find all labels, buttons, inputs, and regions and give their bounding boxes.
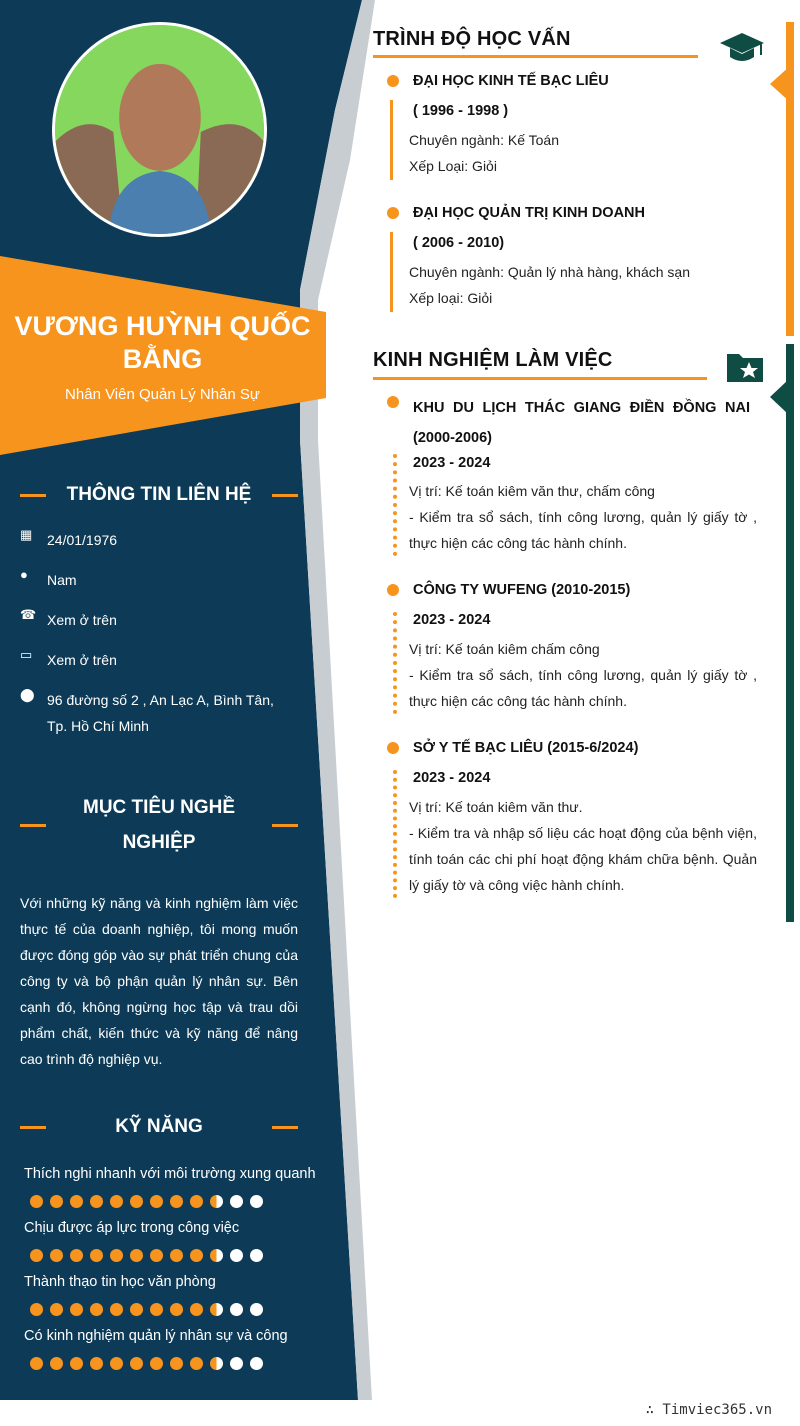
- rating-dot-full: [130, 1357, 143, 1370]
- arrow-marker-icon: [770, 380, 788, 414]
- education-bullet: [387, 75, 399, 87]
- rating-dot-half: [210, 1195, 223, 1208]
- skill-label: Thích nghi nhanh với môi trường xung quanh: [24, 1166, 316, 1182]
- email-icon: ▭: [20, 647, 33, 662]
- rating-dot-empty: [250, 1303, 263, 1316]
- phone-icon: ☎: [20, 607, 37, 622]
- experience-period: 2023 - 2024: [413, 455, 491, 471]
- objective-heading: MỤC TIÊU NGHỀ NGHIỆP: [20, 790, 298, 860]
- footer-brand[interactable]: ∴ Timviec365.vn: [645, 1402, 772, 1418]
- education-timeline: [390, 232, 393, 312]
- briefcase-star-icon: [725, 350, 765, 384]
- experience-description: - Kiểm tra và nhập số liệu các hoạt động của bệnh viện, tính toán các chi phí hoạt động khám chữa bệnh. Quản lý giấy tờ và công việc hành chính.: [409, 825, 757, 893]
- rating-dot-full: [130, 1195, 143, 1208]
- experience-underline: [373, 377, 707, 380]
- rating-dot-full: [170, 1303, 183, 1316]
- skill-label: Chịu được áp lực trong công việc: [24, 1220, 240, 1236]
- rating-dot-full: [30, 1303, 43, 1316]
- rating-dot-full: [50, 1195, 63, 1208]
- rating-dot-full: [190, 1195, 203, 1208]
- experience-position: Vị trí: Kế toán kiêm văn thư.: [409, 799, 583, 815]
- rating-dot-full: [130, 1249, 143, 1262]
- skill-label: Có kinh nghiệm quản lý nhân sự và công: [24, 1328, 288, 1344]
- experience-bullet: [387, 584, 399, 596]
- experience-position: Vị trí: Kế toán kiêm chấm công: [409, 641, 600, 657]
- education-major: Chuyên ngành: Kế Toán: [409, 132, 559, 148]
- education-grade: Xếp Loại: Giỏi: [409, 158, 497, 174]
- rating-dot-full: [110, 1303, 123, 1316]
- rating-dot-full: [90, 1249, 103, 1262]
- rating-dot-full: [150, 1303, 163, 1316]
- arrow-marker-icon: [770, 66, 790, 102]
- education-school: ĐẠI HỌC KINH TẾ BẠC LIÊU: [413, 73, 609, 89]
- skill-rating: [30, 1249, 263, 1262]
- rating-dot-full: [50, 1303, 63, 1316]
- rating-dot-full: [90, 1357, 103, 1370]
- rating-dot-full: [50, 1249, 63, 1262]
- education-years: ( 1996 - 1998 ): [413, 103, 509, 119]
- experience-position: Vị trí: Kế toán kiêm văn thư, chấm công: [409, 483, 655, 499]
- experience-description: - Kiểm tra sổ sách, tính công lương, quản lý giấy tờ , thực hiện các công tác hành chính.: [409, 667, 757, 709]
- education-major: Chuyên ngành: Quản lý nhà hàng, khách sạn: [409, 264, 690, 280]
- rating-dot-empty: [250, 1249, 263, 1262]
- rating-dot-empty: [250, 1195, 263, 1208]
- objective-text: Với những kỹ năng và kinh nghiệm làm việc thực tế của doanh nghiệp, tôi mong muốn được đóng góp vào sự phát triển chung của công ty và bộ phận quản lý nhân sự. Bên cạnh đó, không ngừng học tập và trau dồi phẩm chất, kiến thức và kỹ năng để nâng cao trình độ nghiệp vụ.: [20, 895, 298, 1067]
- contact-heading: THÔNG TIN LIÊN HỆ: [20, 484, 298, 506]
- experience-description: - Kiểm tra sổ sách, tính công lương, quản lý giấy tờ , thực hiện các công tác hành chính.: [409, 509, 757, 551]
- rating-dot-empty: [230, 1357, 243, 1370]
- contact-gender: ● Nam: [20, 567, 305, 593]
- rating-dot-full: [30, 1357, 43, 1370]
- rating-dot-full: [110, 1195, 123, 1208]
- avatar: [55, 25, 264, 234]
- rating-dot-full: [110, 1249, 123, 1262]
- rating-dot-full: [190, 1249, 203, 1262]
- experience-timeline: [393, 770, 397, 898]
- rating-dot-half: [210, 1357, 223, 1370]
- rating-dot-full: [190, 1303, 203, 1316]
- rating-dot-full: [70, 1303, 83, 1316]
- skills-heading: KỸ NĂNG: [20, 1116, 298, 1138]
- rating-dot-full: [170, 1357, 183, 1370]
- rating-dot-full: [30, 1195, 43, 1208]
- contact-email: ▭ Xem ở trên: [20, 647, 305, 673]
- experience-period: 2023 - 2024: [413, 770, 491, 786]
- experience-period: 2023 - 2024: [413, 612, 491, 628]
- rating-dot-full: [90, 1303, 103, 1316]
- calendar-icon: ▦: [20, 527, 33, 542]
- education-grade: Xếp loại: Giỏi: [409, 290, 493, 306]
- candidate-name: VƯƠNG HUỲNH QUỐC BẰNG: [14, 311, 311, 374]
- skill-label: Thành thạo tin học văn phòng: [24, 1274, 216, 1290]
- rating-dot-full: [130, 1303, 143, 1316]
- rating-dot-full: [70, 1195, 83, 1208]
- experience-company: CÔNG TY WUFENG (2010-2015): [413, 582, 631, 598]
- education-timeline: [390, 100, 393, 180]
- rating-dot-full: [150, 1357, 163, 1370]
- location-icon: ⬤: [20, 687, 35, 702]
- skill-rating: [30, 1357, 263, 1370]
- experience-bullet: [387, 396, 399, 408]
- rating-dot-full: [190, 1357, 203, 1370]
- rating-dot-full: [150, 1195, 163, 1208]
- rating-dot-half: [210, 1249, 223, 1262]
- contact-phone: ☎ Xem ở trên: [20, 607, 305, 633]
- experience-company: KHU DU LỊCH THÁC GIANG ĐIỀN ĐỒNG NAI (2000-2006): [413, 400, 750, 446]
- rating-dot-full: [50, 1357, 63, 1370]
- rating-dot-empty: [230, 1195, 243, 1208]
- rating-dot-full: [170, 1249, 183, 1262]
- rating-dot-full: [70, 1357, 83, 1370]
- education-years: ( 2006 - 2010): [413, 235, 505, 251]
- rating-dot-full: [30, 1249, 43, 1262]
- experience-timeline: [393, 454, 397, 556]
- education-bullet: [387, 207, 399, 219]
- profile-photo: [52, 22, 267, 237]
- contact-address: ⬤ 96 đường số 2 , An Lạc A, Bình Tân, Tp. Hồ Chí Minh: [20, 687, 305, 739]
- experience-bullet: [387, 742, 399, 754]
- rating-dot-full: [70, 1249, 83, 1262]
- graduation-cap-icon: [720, 33, 764, 63]
- rating-dot-full: [110, 1357, 123, 1370]
- education-heading: TRÌNH ĐỘ HỌC VẤN: [373, 28, 571, 50]
- rating-dot-empty: [250, 1357, 263, 1370]
- skill-rating: [30, 1195, 263, 1208]
- education-underline: [373, 55, 698, 58]
- experience-heading: KINH NGHIỆM LÀM VIỆC: [373, 349, 613, 371]
- rating-dot-empty: [230, 1303, 243, 1316]
- rating-dot-full: [90, 1195, 103, 1208]
- skill-rating: [30, 1303, 263, 1316]
- edge-accent-teal: [786, 344, 794, 922]
- contact-birthdate: ▦ 24/01/1976: [20, 527, 305, 553]
- education-school: ĐẠI HỌC QUẢN TRỊ KINH DOANH: [413, 205, 645, 221]
- rating-dot-full: [170, 1195, 183, 1208]
- experience-timeline: [393, 612, 397, 714]
- rating-dot-empty: [230, 1249, 243, 1262]
- candidate-role: Nhân Viên Quản Lý Nhân Sự: [65, 386, 260, 403]
- rating-dot-half: [210, 1303, 223, 1316]
- user-icon: ●: [20, 567, 28, 582]
- rating-dot-full: [150, 1249, 163, 1262]
- experience-company: SỞ Y TẾ BẠC LIÊU (2015-6/2024): [413, 740, 639, 756]
